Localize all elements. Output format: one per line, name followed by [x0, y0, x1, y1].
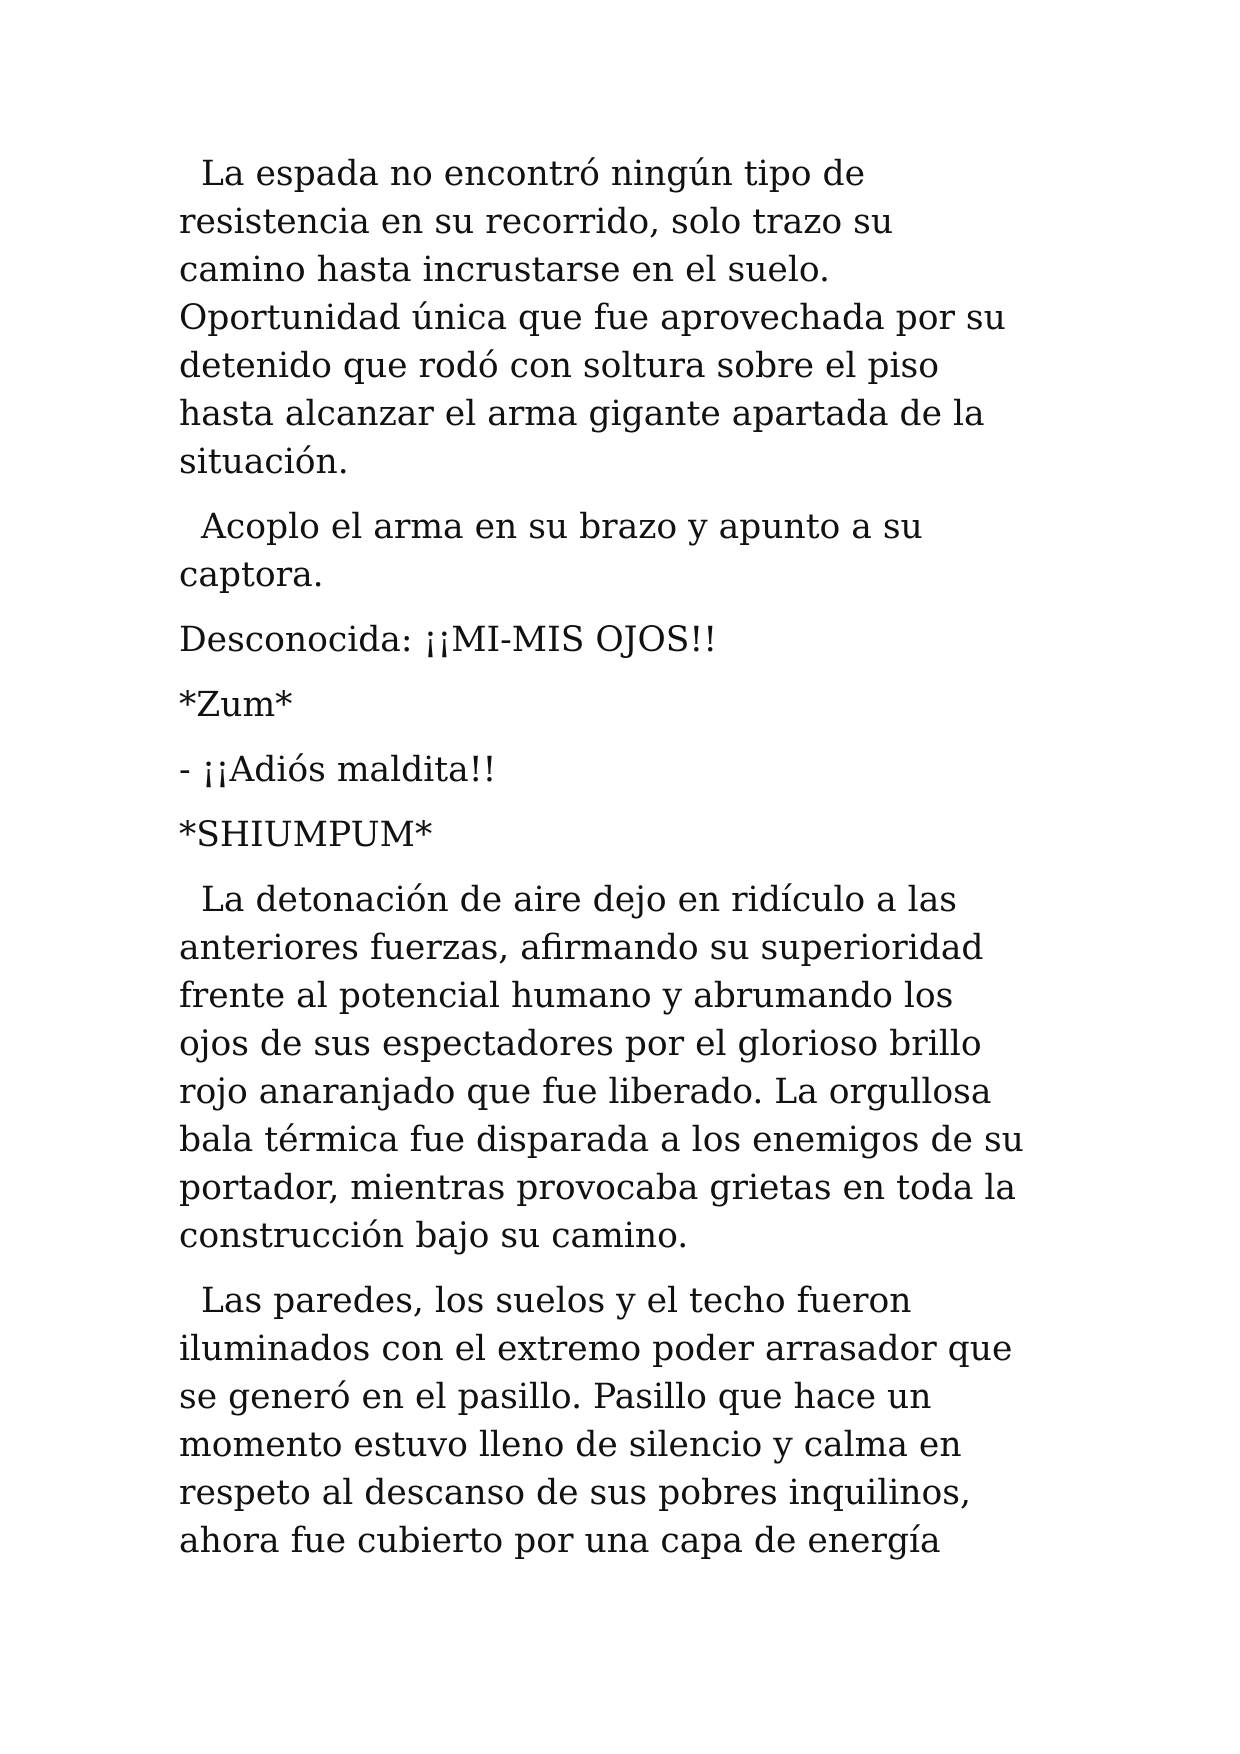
- text-line: frente al potencial humano y abrumando los: [179, 976, 954, 1016]
- text-line: portador, mientras provocaba grietas en toda la: [179, 1168, 1016, 1208]
- text-line: momento estuvo lleno de silencio y calma en: [179, 1425, 962, 1465]
- text-line: *Zum*: [179, 685, 293, 725]
- text-line: Acoplo el arma en su brazo y apunto a su: [201, 507, 923, 547]
- text-line: camino hasta incrustarse en el suelo.: [179, 250, 831, 290]
- dialogue-line-adios: [179, 746, 1079, 794]
- paragraph-detonation: [179, 876, 1079, 1260]
- text-line: resistencia en su recorrido, solo trazo su: [179, 202, 894, 242]
- sound-effect-zum: [179, 681, 1079, 729]
- text-line: detenido que rodó con soltura sobre el piso: [179, 346, 939, 386]
- text-line: Las paredes, los suelos y el techo fueron: [201, 1281, 912, 1321]
- text-line: anteriores fuerzas, afirmando su superioridad: [179, 928, 984, 968]
- text-line: Desconocida: ¡¡MI-MIS OJOS!!: [179, 620, 718, 660]
- text-line: se generó en el pasillo. Pasillo que hace un: [179, 1377, 932, 1417]
- paragraph-hallway: [179, 1277, 1079, 1565]
- text-line: situación.: [179, 442, 349, 482]
- text-line: *SHIUMPUM*: [179, 815, 433, 855]
- text-line: rojo anaranjado que fue liberado. La orgullosa: [179, 1072, 992, 1112]
- text-line: - ¡¡Adiós maldita!!: [179, 750, 497, 790]
- text-line: respeto al descanso de sus pobres inquilinos,: [179, 1473, 971, 1513]
- dialogue-line-desconocida: [179, 616, 1079, 664]
- text-line: captora.: [179, 555, 324, 595]
- text-line: bala térmica fue disparada a los enemigos de su: [179, 1120, 1024, 1160]
- sound-effect-shiumpum: [179, 811, 1079, 859]
- text-line: iluminados con el extremo poder arrasador que: [179, 1329, 1013, 1369]
- text-line: ojos de sus espectadores por el glorioso brillo: [179, 1024, 982, 1064]
- text-line: La espada no encontró ningún tipo de: [201, 154, 866, 194]
- text-line: Oportunidad única que fue aprovechada por su: [179, 298, 1006, 338]
- text-line: hasta alcanzar el arma gigante apartada de la: [179, 394, 985, 434]
- text-line: ahora fue cubierto por una capa de energía: [179, 1521, 941, 1561]
- text-line: construcción bajo su camino.: [179, 1216, 689, 1256]
- paragraph-sword-strike: [179, 150, 1079, 486]
- text-line: La detonación de aire dejo en ridículo a las: [201, 880, 957, 920]
- paragraph-aim-weapon: [179, 503, 1079, 599]
- document-page: [179, 150, 1079, 1582]
